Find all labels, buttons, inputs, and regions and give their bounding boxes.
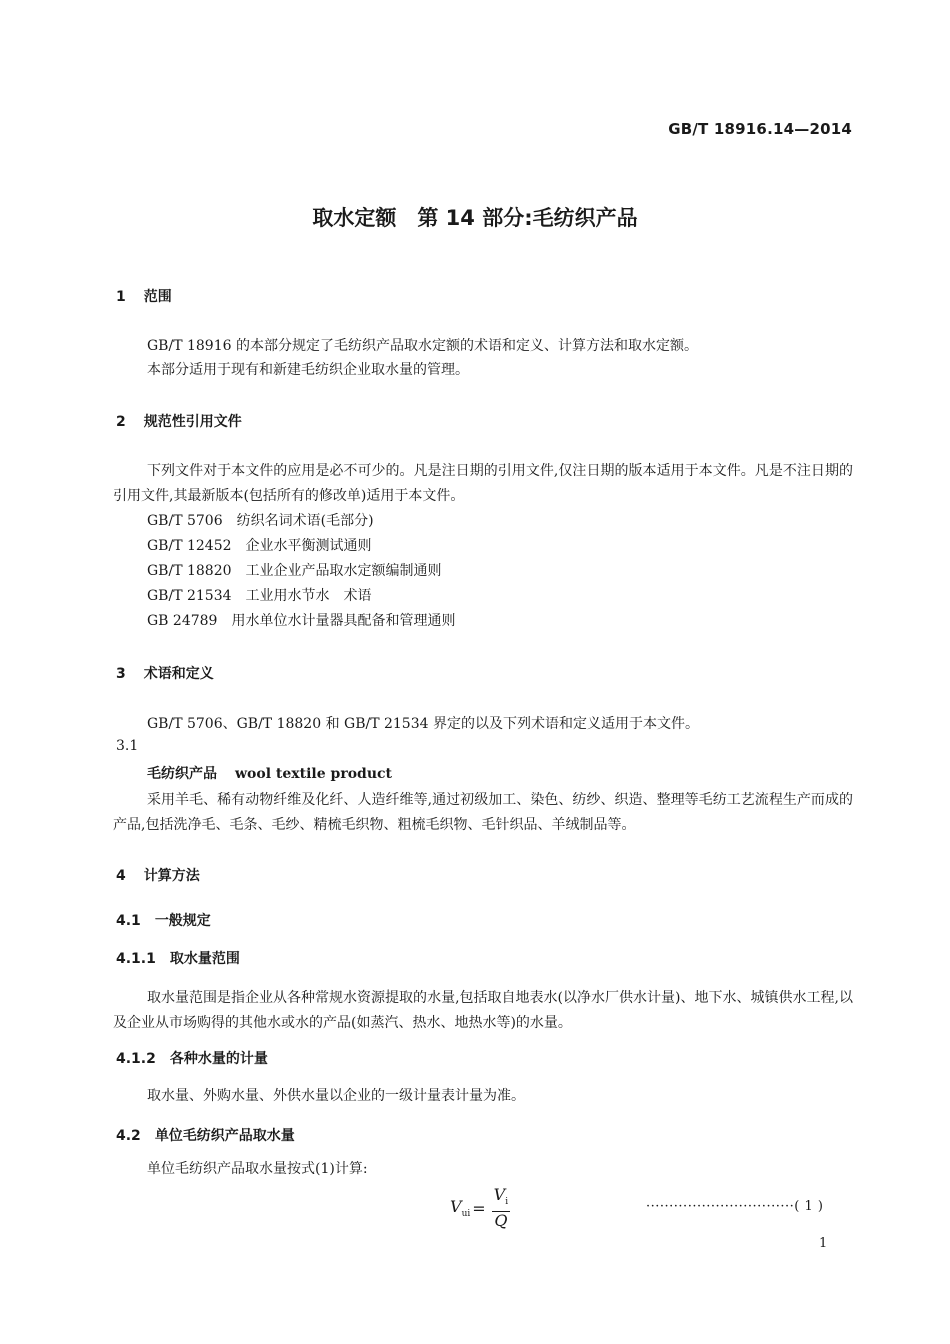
section-title: 一般规定 <box>154 913 211 929</box>
section-title: 各种水量的计量 <box>169 1051 268 1067</box>
paragraph: 本部分适用于现有和新建毛纺织企业取水量的管理。 <box>147 362 469 378</box>
section-number: 4.2 <box>116 1128 141 1144</box>
formula-dots: ································ <box>646 1199 795 1214</box>
formula-numerator: $V_i$ <box>492 1186 510 1212</box>
standard-code: GB/T 18916.14—2014 <box>668 120 852 138</box>
section-4-1-heading <box>116 910 211 930</box>
section-title: 规范性引用文件 <box>143 414 242 430</box>
subsection-number: 3.1 <box>116 738 139 754</box>
section-number: 1 <box>116 289 126 305</box>
section-2-heading <box>116 411 242 431</box>
paragraph: 单位毛纺织产品取水量按式(1)计算: <box>147 1161 368 1177</box>
paragraph: GB/T 5706、GB/T 18820 和 GB/T 21534 界定的以及下列术语和定义适用于本文件。 <box>147 716 699 732</box>
section-title: 单位毛纺织产品取水量 <box>154 1128 295 1144</box>
section-number: 4.1.2 <box>116 1051 156 1067</box>
section-4-heading <box>116 865 200 885</box>
paragraph: 下列文件对于本文件的应用是必不可少的。凡是注日期的引用文件,仅注日期的版本适用于本文件。凡是不注日期的引用文件,其最新版本(包括所有的修改单)适用于本文件。 <box>113 463 853 504</box>
paragraph: 取水量范围是指企业从各种常规水资源提取的水量,包括取自地表水(以净水厂供水计量)、地下水、城镇供水工程,以及企业从市场购得的其他水或水的产品(如蒸汽、热水、地热水等)的水量。 <box>113 990 853 1031</box>
section-number: 4.1 <box>116 913 141 929</box>
page-number: 1 <box>819 1236 828 1251</box>
term-heading <box>147 763 392 783</box>
section-number: 4 <box>116 868 126 884</box>
reference-item: GB/T 5706 纺织名词术语(毛部分) <box>147 513 374 529</box>
section-title: 术语和定义 <box>143 666 214 682</box>
paragraph: GB/T 18916 的本部分规定了毛纺织产品取水定额的术语和定义、计算方法和取水定额。 <box>147 338 698 354</box>
formula-equals: = <box>472 1198 486 1218</box>
section-3-heading <box>116 663 214 683</box>
section-1-heading <box>116 286 172 306</box>
formula-label: ( 1 ) <box>794 1199 824 1214</box>
term-cn: 毛纺织产品 <box>147 766 217 782</box>
formula-leader <box>646 1199 823 1214</box>
reference-item: GB/T 21534 工业用水节水 术语 <box>147 588 372 604</box>
section-title: 范围 <box>143 289 172 305</box>
section-number: 3 <box>116 666 126 682</box>
reference-item: GB/T 18820 工业企业产品取水定额编制通则 <box>147 563 442 579</box>
formula-denominator: Q <box>494 1211 508 1231</box>
section-number: 2 <box>116 414 126 430</box>
term-definition: 采用羊毛、稀有动物纤维及化纤、人造纤维等,通过初级加工、染色、纺纱、织造、整理等毛纺工艺流程生产而成的产品,包括洗净毛、毛条、毛纱、精梳毛织物、粗梳毛织物、毛针织品、羊绒制品等。 <box>113 792 853 833</box>
paragraph: 取水量、外购水量、外供水量以企业的一级计量表计量为准。 <box>147 1088 525 1104</box>
formula-fraction <box>492 1186 510 1230</box>
reference-item: GB 24789 用水单位水计量器具配备和管理通则 <box>147 613 456 629</box>
section-4-2-heading <box>116 1125 295 1145</box>
section-title: 计算方法 <box>143 868 200 884</box>
term-en: wool textile product <box>235 766 392 782</box>
page-title: 取水定额 第 14 部分:毛纺织产品 <box>312 206 638 230</box>
formula-lhs: $V_{ui}$ <box>450 1197 471 1220</box>
section-4-1-2-heading <box>116 1048 268 1068</box>
section-4-1-1-heading <box>116 948 240 968</box>
section-number: 4.1.1 <box>116 951 156 967</box>
formula <box>450 1186 510 1230</box>
section-title: 取水量范围 <box>169 951 240 967</box>
reference-item: GB/T 12452 企业水平衡测试通则 <box>147 538 372 554</box>
